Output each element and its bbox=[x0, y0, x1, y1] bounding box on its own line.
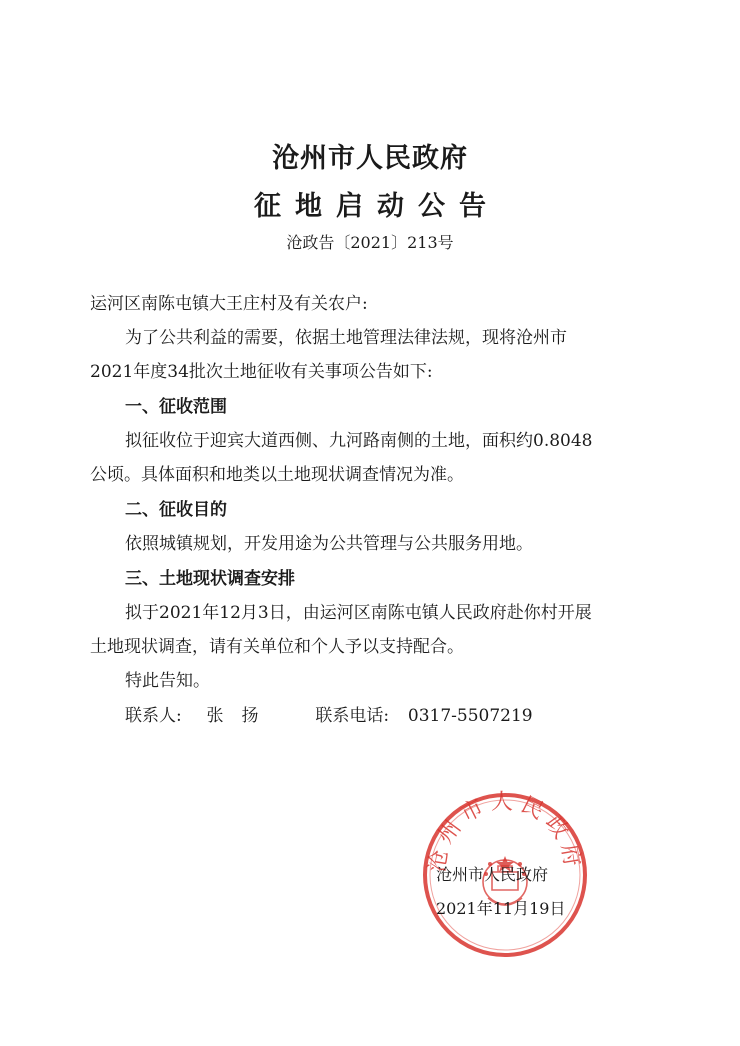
addressee: 运河区南陈屯镇大王庄村及有关农户: bbox=[90, 294, 368, 314]
document-number: 沧政告〔2021〕213号 bbox=[286, 233, 454, 252]
document-title-issuer: 沧州市人民政府 bbox=[272, 143, 468, 174]
contact-phone-value: 0317-5507219 bbox=[407, 706, 533, 726]
signature-date: 2021年11月19日 bbox=[436, 899, 566, 918]
intro-line-1: 为了公共利益的需要，依据土地管理法律法规，现将沧州市 bbox=[125, 328, 567, 348]
intro-line-2: 2021年度34批次土地征收有关事项公告如下: bbox=[90, 362, 433, 382]
contact-line bbox=[125, 705, 533, 727]
contact-phone-label: 联系电话: bbox=[315, 706, 390, 726]
section3-line-1: 拟于2021年12月3日，由运河区南陈屯镇人民政府赴你村开展 bbox=[125, 603, 592, 623]
section2-heading: 二、征收目的 bbox=[125, 500, 227, 520]
section2-line-1: 依照城镇规划，开发用途为公共管理与公共服务用地。 bbox=[125, 534, 533, 554]
section3-heading: 三、土地现状调查安排 bbox=[125, 569, 295, 589]
section1-line-2: 公顷。具体面积和地类以土地现状调查情况为准。 bbox=[90, 465, 464, 485]
document-title-subject: 征地启动公告 bbox=[254, 191, 500, 222]
section3-line-2: 土地现状调查，请有关单位和个人予以支持配合。 bbox=[90, 637, 464, 657]
section1-line-1: 拟征收位于迎宾大道西侧、九河路南侧的土地，面积约0.8048 bbox=[125, 431, 593, 451]
closing-remark: 特此告知。 bbox=[125, 671, 210, 691]
contact-person-label: 联系人: bbox=[125, 706, 182, 726]
section1-heading: 一、征收范围 bbox=[125, 397, 227, 417]
contact-person-name: 张扬 bbox=[206, 706, 277, 726]
svg-text:沧州市人民政府: 沧州市人民政府 bbox=[424, 790, 586, 875]
signature-organization: 沧州市人民政府 bbox=[436, 865, 549, 884]
